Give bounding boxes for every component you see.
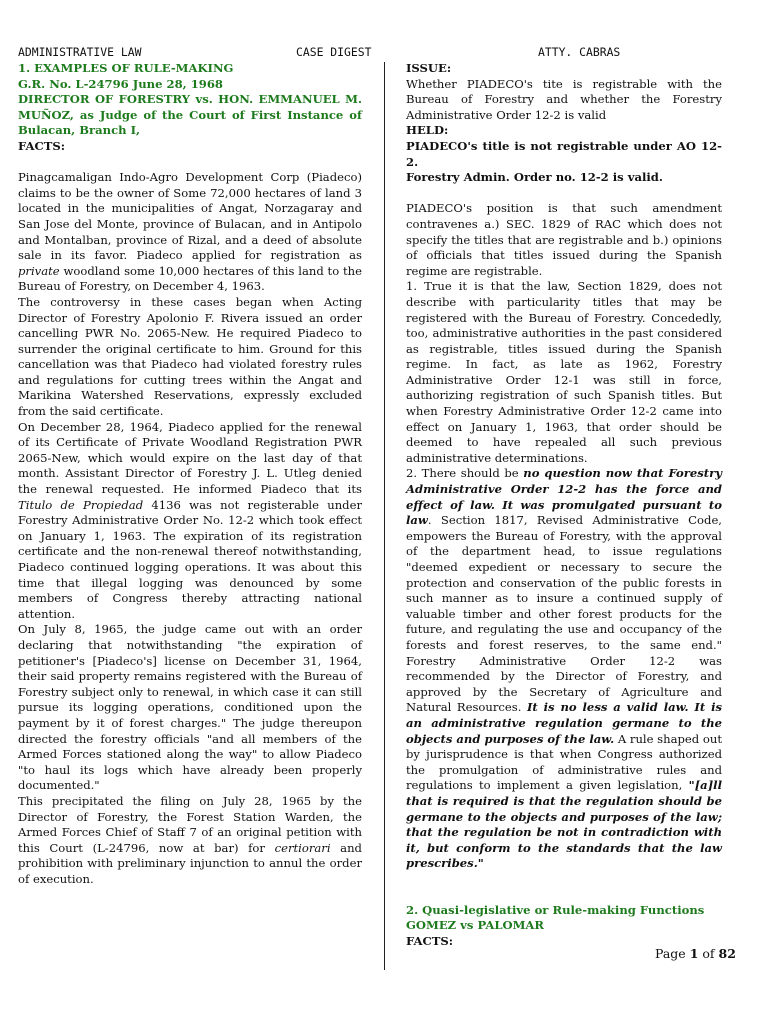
left-column [18, 61, 362, 887]
section-2-facts-label: FACTS: [406, 934, 454, 949]
facts-paragraph-5: This precipitated the filing on July 28, 1965 by the Director of Forestry, the Forest Station Warden, the Armed Forces Chief of Staff 7 of an original petition with this Court (L-24796, now at bar) for certiorari and prohibition with preliminary injunction to annul the order of execution. [18, 793, 362, 886]
column-divider [384, 62, 385, 970]
header-doc-type: CASE DIGEST [296, 45, 372, 59]
facts-paragraph-1: Pinagcamaligan Indo-Agro Development Corp (Piadeco) claims to be the owner of Some 72,000 hectares of land 3 located in the municipalities of Angat, Norzagaray and San Jose del Monte, province of Bulacan, and in Antipolo and Montalban, province of Rizal, and a deed of absolute sale in its favor. Piadeco applied for registration as private woodland some 10,000 hectares of this land to the Bureau of Forestry, on December 4, 1963. [18, 170, 362, 294]
ruling-paragraph-2: 1. True it is that the law, Section 1829, does not describe with particularity titles that may be registered with the Bureau of Forestry. Concededly, too, administrative authorities in the past considered as registrable, titles issued during the Spanish regime. In fact, as late as 1962, Forestry Administrative Order 12-1 was still in force, authorizing registration of such Spanish titles. But when Forestry Administrative Order 12-2 came into effect on January 1, 1963, that order should be deemed to have repealed all such previous administrative determinations. [406, 279, 722, 465]
ruling-paragraph-1: PIADECO's position is that such amendment contravenes a.) SEC. 1829 of RAC which does not specify the titles that are registrable and b.) opinions of officials that titles issued during the Spanish regime are registrable. [406, 201, 722, 278]
case-title: DIRECTOR OF FORESTRY vs. HON. EMMANUEL M. MUÑOZ, as Judge of the Court of First Instance of Bulacan, Branch I, [18, 92, 362, 138]
issue-label: ISSUE: [406, 61, 452, 75]
case-number: G.R. No. L-24796 June 28, 1968 [18, 76, 223, 91]
facts-paragraph-3: On December 28, 1964, Piadeco applied for the renewal of its Certificate of Private Woodland Registration PWR 2065-New, which would expire on the last day of that month. Assistant Director of Forestry J. L. Utleg denied the renewal requested. He informed Piadeco that its Titulo de Propiedad 4136 was not registerable under Forestry Administrative Order No. 12-2 which took effect on January 1, 1963. The expiration of its registration certificate and the non-renewal thereof notwithstanding, Piadeco continued logging operations. It was about this time that illegal logging was denounced by some members of Congress thereby attracting national attention. [18, 419, 363, 621]
held-point-1: PIADECO's title is not registrable under AO 12-2. [406, 138, 722, 169]
right-column [406, 61, 722, 950]
section-2-heading: 2. Quasi-legislative or Rule-making Functions [406, 902, 705, 917]
facts-paragraph-4: On July 8, 1965, the judge came out with an order declaring that notwithstanding "the expiration of petitioner's [Piadeco's] license on December 31, 1964, their said property remains registered with the Bureau of Forestry subject only to renewal, in which case it can still pursue its logging operations, conditioned upon the payment by it of forest charges." The judge thereupon directed the forestry officials "and all members of the Armed Forces stationed along the way" to allow Piadeco "to haul its logs which have already been properly documented." [18, 622, 362, 793]
page-header [18, 45, 738, 61]
section-2-case-title: GOMEZ vs PALOMAR [406, 918, 545, 933]
facts-paragraph-2: The controversy in these cases began when Acting Director of Forestry Apolonio F. Rivera issued an order cancelling PWR No. 2065-New. He required Piadeco to surrender the original certificate to him. Ground for this cancellation was that Piadeco had violated forestry rules and regulations for cutting trees within the Angat and Marikina Watershed Reservations, expressly excluded from the said certificate. [18, 294, 362, 419]
ruling-paragraph-3: 2. There should be no question now that Forestry Administrative Order 12-2 has the force and effect of law. It was promulgated pursuant to law. Section 1817, Revised Administrative Code, empowers the Bureau of Forestry, with the approval of the department head, to issue regulations "deemed expedient or necessary to secure the protection and conservation of the public forests in such manner as to insure a continued supply of valuable timber and other forest products for the future, and regulating the use and occupancy of the forests and forest reserves, to the same end." Forestry Administrative Order 12-2 was recommended by the Director of Forestry, and approved by the Secretary of Agriculture and Natural Resources. It is no less a valid law. It is an administrative regulation germane to the objects and purposes of the law. A rule shaped out by jurisprudence is that when Congress authorized the promulgation of administrative rules and regulations to implement a given legislation, "[a]ll that is required is that the regulation should be germane to the objects and purposes of the law; that the regulation be not in contradiction with it, but conform to the standards that the law prescribes." [406, 466, 723, 871]
facts-label: FACTS: [18, 138, 66, 153]
held-point-2: Forestry Admin. Order no. 12-2 is valid. [406, 170, 663, 185]
header-subject: ADMINISTRATIVE LAW [18, 45, 142, 59]
page-number: Page 1 of 82 [655, 946, 736, 961]
header-author: ATTY. CABRAS [538, 45, 621, 59]
held-label: HELD: [406, 123, 449, 138]
issue-text: Whether PIADECO's tite is registrable with the Bureau of Forestry and whether the Forestry Administrative Order 12-2 is valid [406, 76, 722, 122]
section-heading: 1. EXAMPLES OF RULE-MAKING [18, 61, 234, 75]
